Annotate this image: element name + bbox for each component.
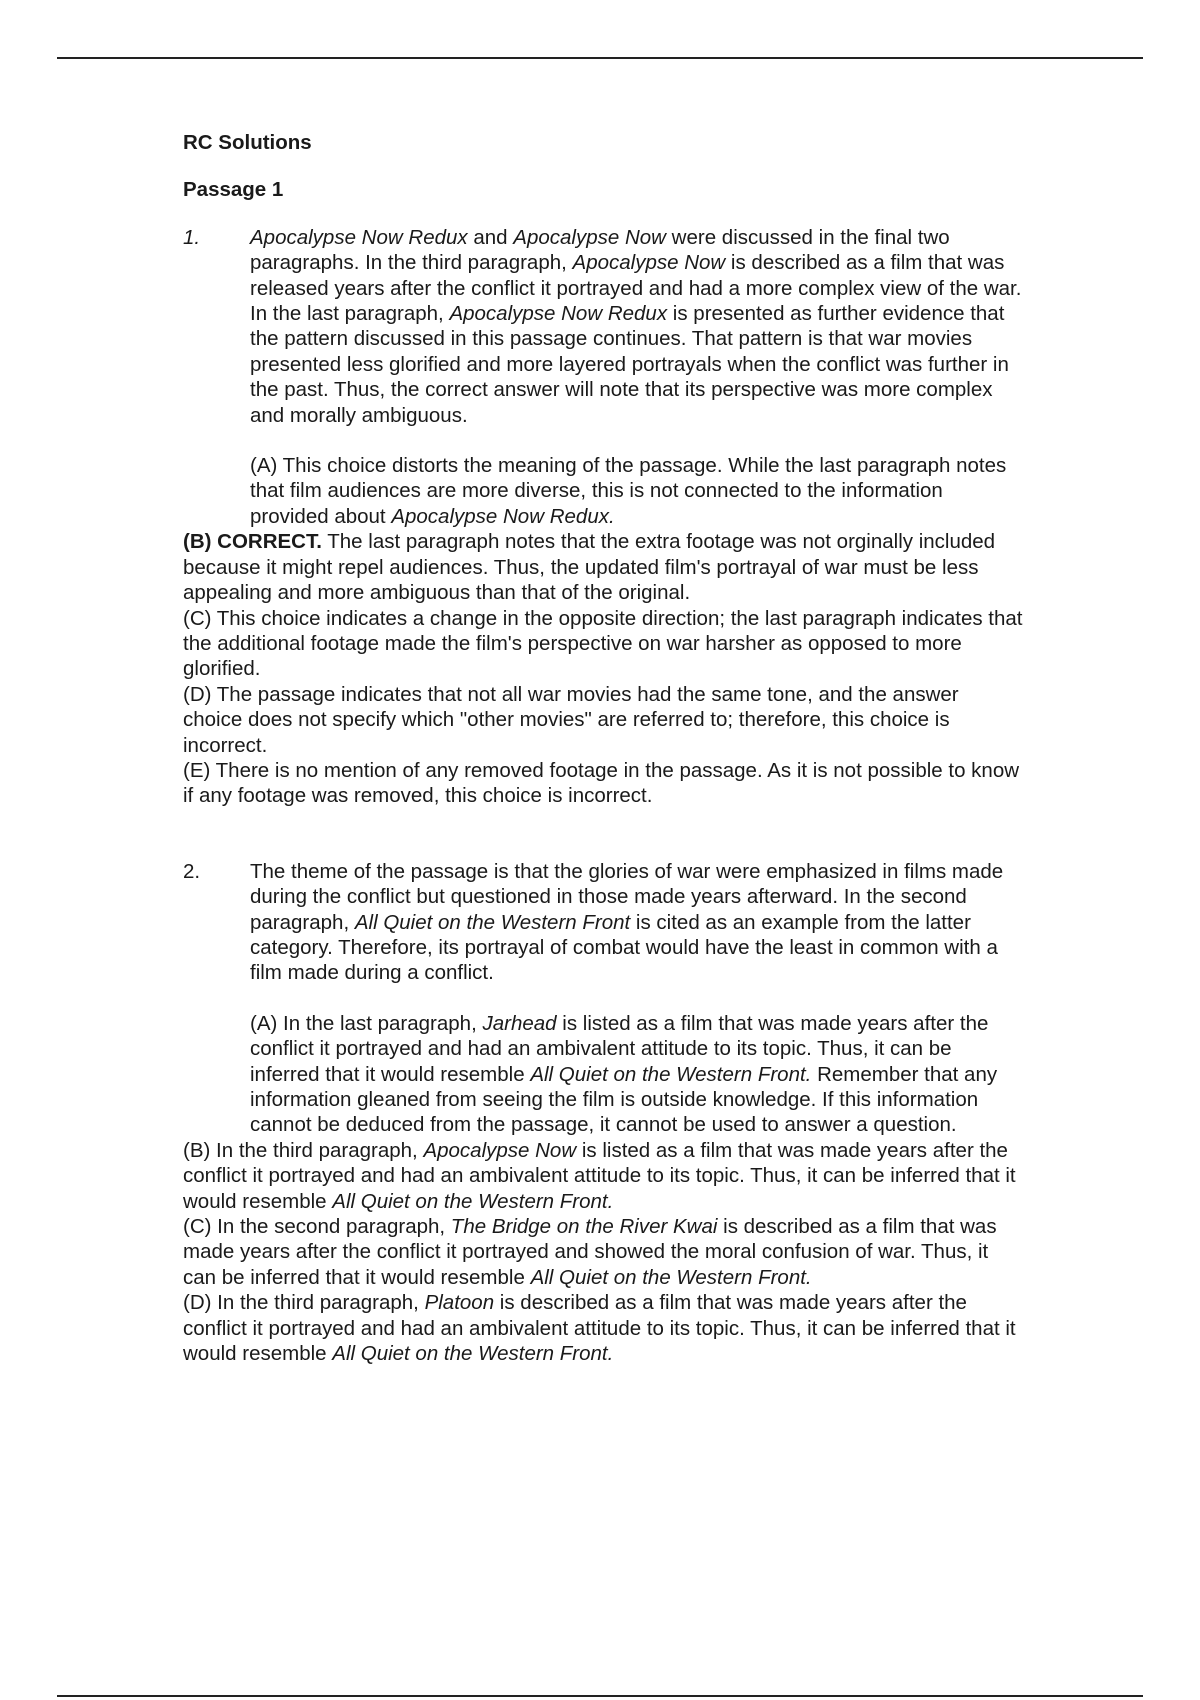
italic-title: Apocalypse Now bbox=[572, 251, 726, 275]
text-run: is described as a film that was made years after the conflict it portrayed and showed the moral confusion of war. Thus, it can be inferred that it would resemble bbox=[183, 1215, 997, 1289]
text-run: is described as a film that was released years after the conflict it portrayed and had a more complex view of the war. In the last paragraph, bbox=[250, 251, 1022, 326]
question-number: 1. bbox=[183, 225, 201, 249]
italic-title: All Quiet on the Western Front. bbox=[332, 1189, 614, 1213]
text-run: were discussed in the final two paragraphs. In the third paragraph, bbox=[250, 225, 950, 275]
question-number: 2. bbox=[183, 859, 201, 883]
answer-choice-a bbox=[183, 453, 1023, 529]
document-body bbox=[183, 130, 1023, 1366]
text-run: (D) The passage indicates that not all war movies had the same tone, and the answer choice does not specify which "other movies" are referred to; therefore, this choice is incorrect. bbox=[183, 682, 959, 757]
text-run: The last paragraph notes that the extra footage was not orginally included because it might repel audiences. Thus, the updated film's portrayal of war must be less appealing and more ambiguous than that of the original. bbox=[183, 530, 996, 605]
italic-title: Apocalypse Now bbox=[513, 225, 666, 249]
text-run: is listed as a film that was made years after the conflict it portrayed and had an ambivalent attitude to its topic. Thus, it can be inferred that it would resemble bbox=[250, 1011, 989, 1086]
text-run: (A) In the last paragraph, bbox=[250, 1011, 483, 1035]
text-run: is presented as further evidence that the pattern discussed in this passage continues. That pattern is that war movies presented less glorified and more layered portrayals when the conflict was further in the past. Thus, the correct answer will note that its perspective was more complex and morally ambiguous. bbox=[250, 302, 1009, 427]
text-run: and bbox=[467, 225, 514, 249]
text-run: (E) There is no mention of any removed footage in the passage. As it is not possible to know if any footage was removed, this choice is incorrect. bbox=[183, 758, 1020, 808]
text-run: is listed as a film that was made years after the conflict it portrayed and had an ambivalent attitude to its topic. Thus, it can be inferred that it would resemble bbox=[183, 1138, 1016, 1213]
text-run: (C) This choice indicates a change in the opposite direction; the last paragraph indicates that the additional footage made the film's perspective on war harsher as opposed to more glorified. bbox=[183, 606, 1023, 681]
text-run: (C) In the second paragraph, bbox=[183, 1215, 451, 1239]
italic-title: Platoon bbox=[424, 1291, 495, 1315]
question-2 bbox=[183, 859, 1023, 1367]
italic-title: Jarhead bbox=[482, 1011, 557, 1035]
answer-choice-b bbox=[183, 1138, 1023, 1214]
answer-choice-c bbox=[183, 606, 1023, 682]
bold-label: (B) CORRECT. bbox=[183, 530, 322, 554]
text-run: is cited as an example from the latter category. Therefore, its portrayal of combat would have the least in common with a film made during a conflict. bbox=[250, 910, 998, 985]
answer-choice-d bbox=[183, 1290, 1023, 1366]
italic-title: Apocalypse Now bbox=[423, 1138, 577, 1162]
text-run: is described as a film that was made years after the conflict it portrayed and had an ambivalent attitude to its topic. Thus, it can be inferred that it would resemble bbox=[183, 1291, 1016, 1366]
italic-title: Apocalypse Now Redux bbox=[250, 225, 468, 249]
text-run: (B) In the third paragraph, bbox=[183, 1138, 424, 1162]
text-run: The theme of the passage is that the glories of war were emphasized in films made during the conflict but questioned in those made years afterward. In the second paragraph, bbox=[250, 859, 1004, 934]
italic-title: All Quiet on the Western Front. bbox=[530, 1265, 812, 1289]
explanation-text bbox=[250, 226, 1021, 427]
question-1-explanation bbox=[183, 225, 1023, 428]
bottom-rule bbox=[57, 1695, 1143, 1697]
question-1 bbox=[183, 225, 1023, 809]
italic-title: Apocalypse Now Redux bbox=[449, 302, 668, 326]
answer-choice-c bbox=[183, 1214, 1023, 1290]
italic-title: All Quiet on the Western Front. bbox=[332, 1342, 614, 1366]
text-run: (A) This choice distorts the meaning of the passage. While the last paragraph notes that film audiences are more diverse, this is not connected to the information provided about bbox=[250, 454, 1007, 528]
top-rule bbox=[57, 57, 1143, 59]
answer-choice-d bbox=[183, 682, 1023, 758]
italic-title: All Quiet on the Western Front. bbox=[530, 1062, 812, 1086]
answer-choice-a bbox=[183, 1011, 1023, 1138]
italic-title: The Bridge on the River Kwai bbox=[450, 1215, 718, 1239]
text-run: Remember that any information gleaned from seeing the film is outside knowledge. If this information cannot be deduced from the passage, it cannot be used to answer a question. bbox=[250, 1062, 998, 1137]
question-2-explanation bbox=[183, 859, 1023, 986]
italic-title: Apocalypse Now Redux. bbox=[391, 504, 615, 528]
italic-title: All Quiet on the Western Front bbox=[354, 910, 631, 934]
document-title: RC Solutions bbox=[183, 131, 312, 154]
answer-choice-e bbox=[183, 758, 1023, 809]
section-heading: Passage 1 bbox=[183, 178, 284, 202]
text-run: (D) In the third paragraph, bbox=[183, 1291, 425, 1315]
explanation-text bbox=[250, 860, 1003, 985]
answer-choice-b bbox=[183, 529, 1023, 605]
